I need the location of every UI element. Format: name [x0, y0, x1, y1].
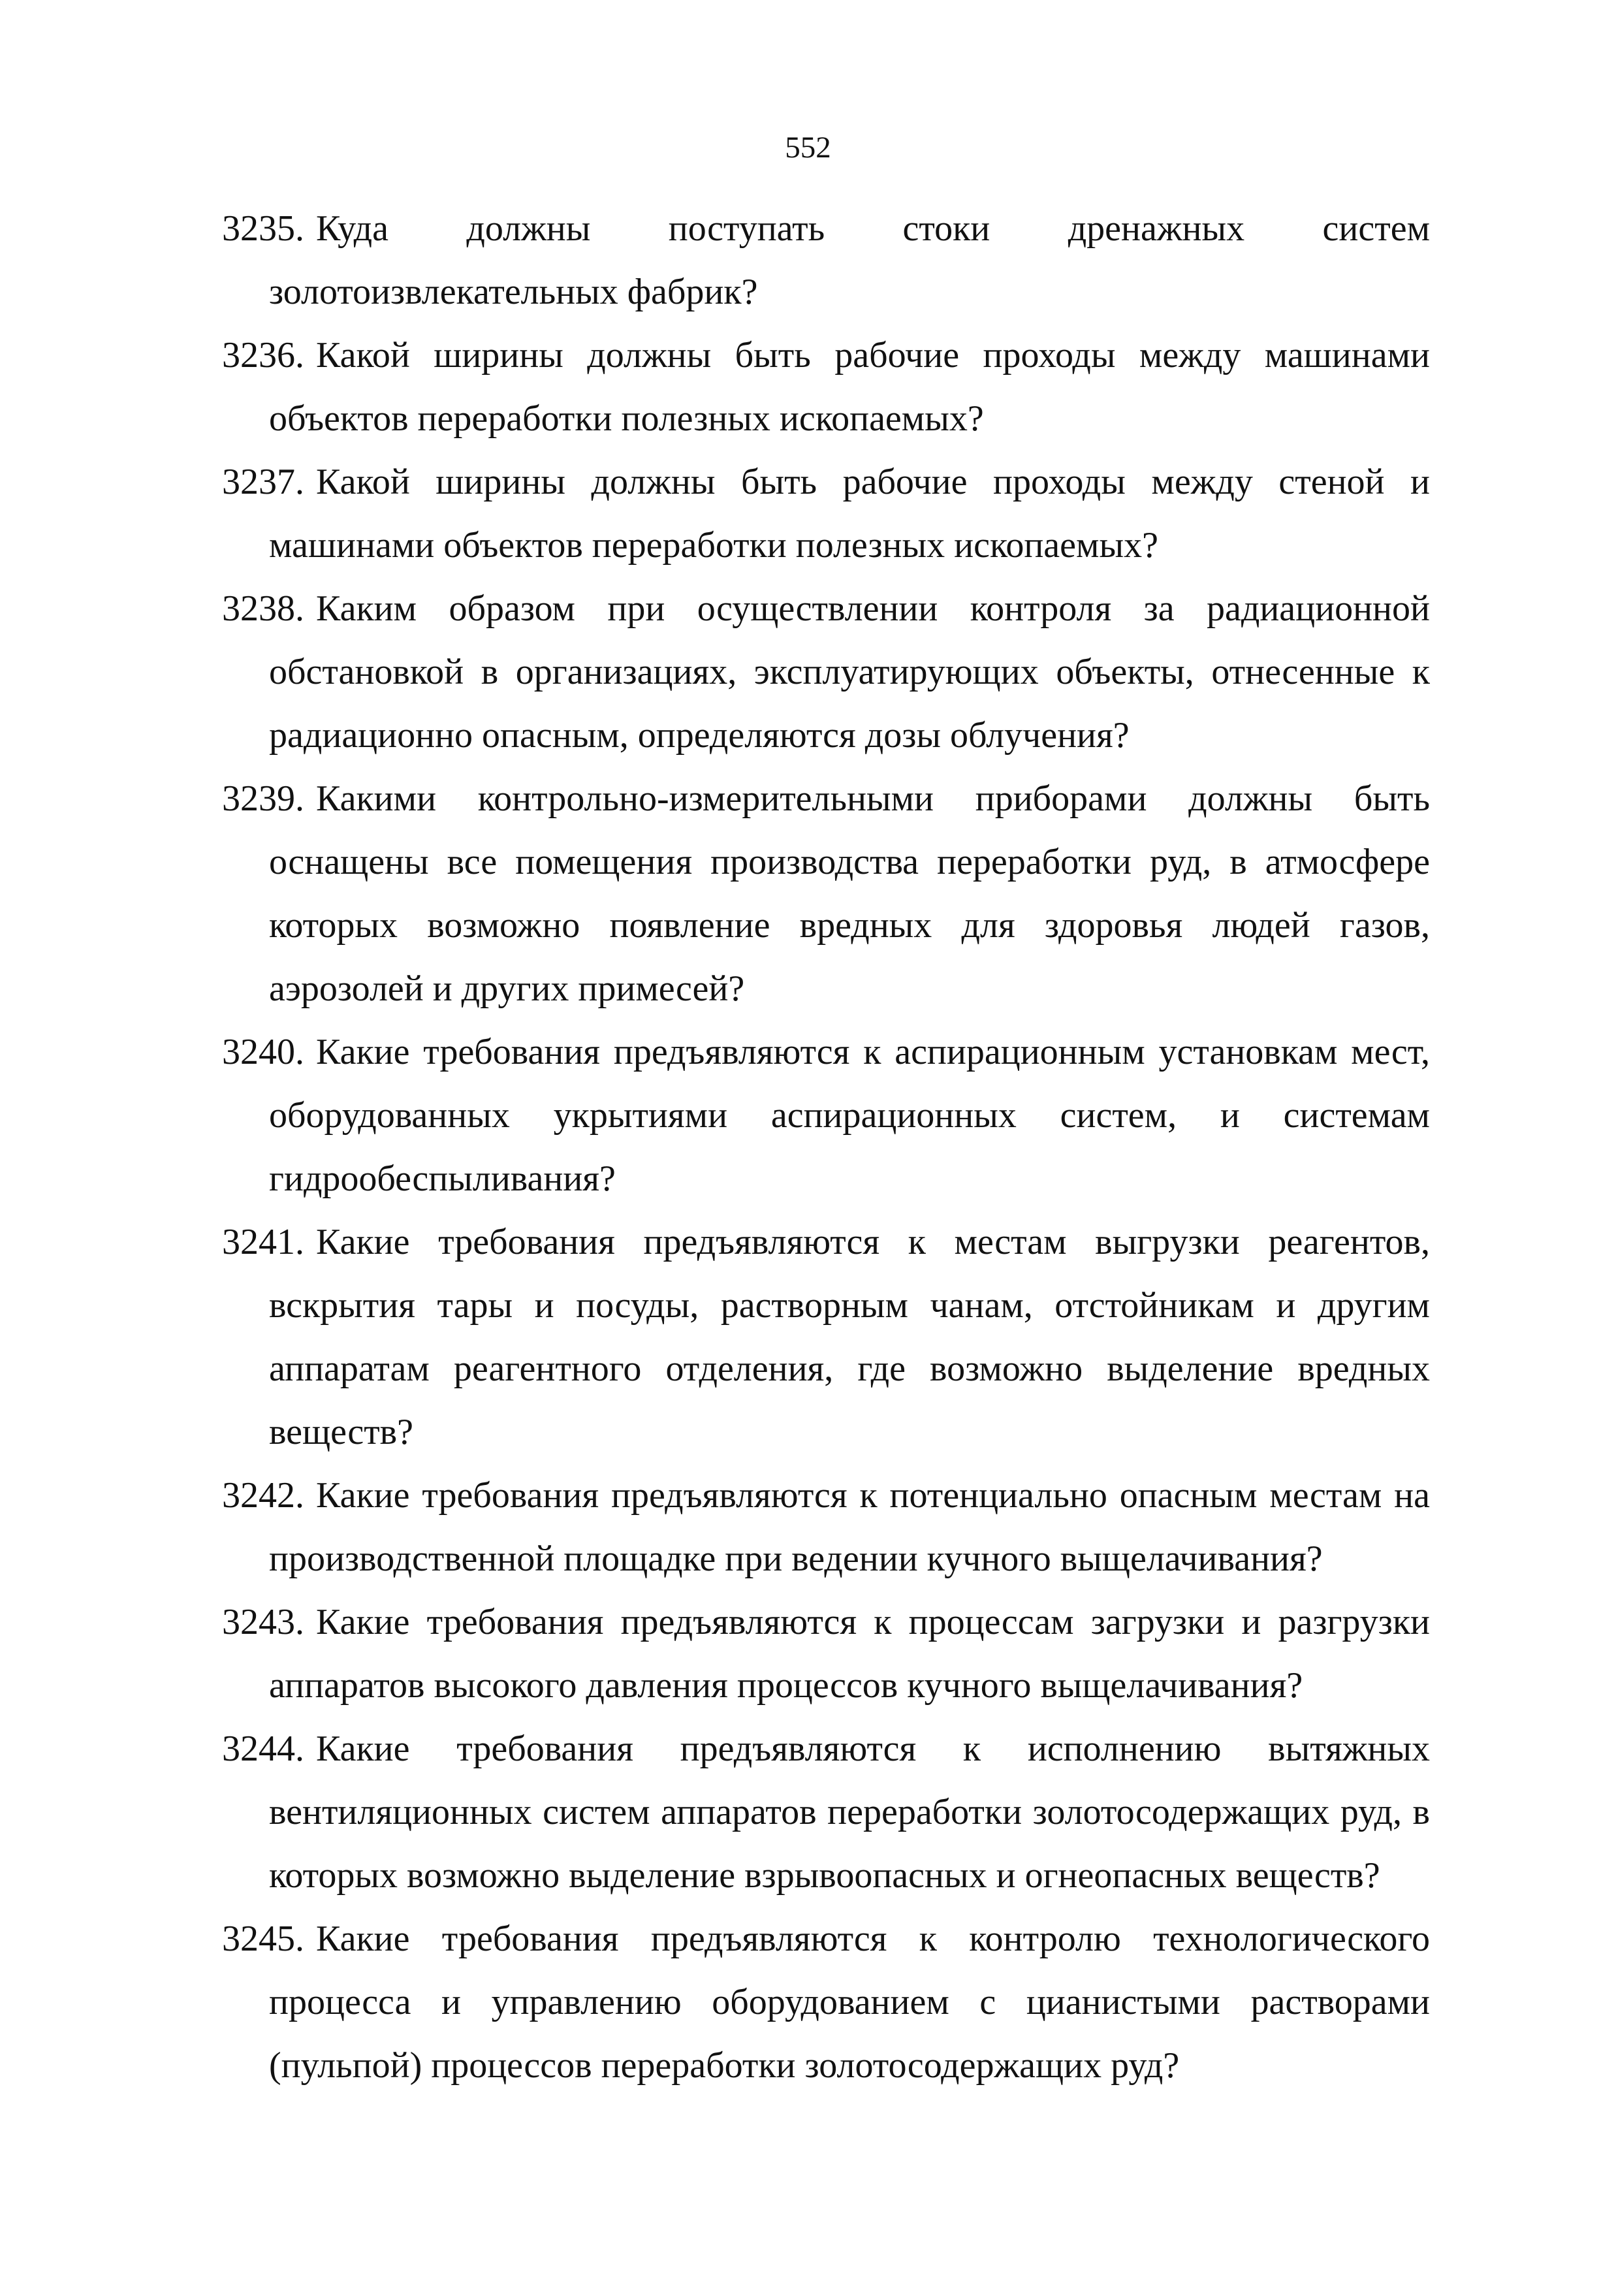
question-item — [222, 324, 1430, 451]
question-number: 3235. — [222, 208, 304, 249]
question-text: Какие требования предъявляются к местам выгрузки реагентов, вскрытия тары и посуды, растворным чанам, отстойникам и другим аппаратам реагентного отделения, где возможно выделение вредных веществ? — [269, 1222, 1430, 1452]
question-item — [222, 577, 1430, 767]
question-text: Куда должны поступать стоки дренажных систем золотоизвлекательных фабрик? — [269, 208, 1430, 312]
question-item — [222, 1464, 1430, 1591]
question-item — [222, 1717, 1430, 1907]
question-number: 3242. — [222, 1475, 304, 1516]
question-number: 3237. — [222, 462, 304, 502]
page-number: 552 — [785, 131, 831, 165]
question-text: Какие требования предъявляются к потенциально опасным местам на производственной площадке при ведении кучного выщелачивания? — [269, 1475, 1430, 1579]
question-text: Какие требования предъявляются к контролю технологического процесса и управлению оборудованием с цианистыми растворами (пульпой) процессов переработки золотосодержащих руд? — [269, 1919, 1430, 2086]
question-text: Какие требования предъявляются к исполнению вытяжных вентиляционных систем аппаратов переработки золотосодержащих руд, в которых возможно выделение взрывоопасных и огнеопасных веществ? — [269, 1729, 1430, 1896]
question-text: Какой ширины должны быть рабочие проходы между стеной и машинами объектов переработки полезных ископаемых? — [269, 462, 1430, 566]
question-number: 3241. — [222, 1222, 304, 1262]
question-number: 3236. — [222, 335, 304, 375]
question-item — [222, 1907, 1430, 2097]
question-text: Каким образом при осуществлении контроля за радиационной обстановкой в организациях, эксплуатирующих объекты, отнесенные к радиационно опасным, определяются дозы облучения? — [269, 588, 1430, 756]
question-item — [222, 1591, 1430, 1717]
question-number: 3243. — [222, 1602, 304, 1642]
question-text: Какие требования предъявляются к процессам загрузки и разгрузки аппаратов высокого давления процессов кучного выщелачивания? — [269, 1602, 1430, 1706]
question-number: 3245. — [222, 1919, 304, 1959]
question-item — [222, 1021, 1430, 1211]
question-text: Какими контрольно-измерительными приборами должны быть оснащены все помещения производства переработки руд, в атмосфере которых возможно появление вредных для здоровья людей газов, аэрозолей и других примесей? — [269, 778, 1430, 1009]
question-item — [222, 1211, 1430, 1464]
question-number: 3238. — [222, 588, 304, 629]
question-text: Какой ширины должны быть рабочие проходы между машинами объектов переработки полезных ископаемых? — [269, 335, 1430, 439]
question-item — [222, 451, 1430, 577]
question-number: 3240. — [222, 1032, 304, 1072]
question-item — [222, 767, 1430, 1021]
question-text: Какие требования предъявляются к аспирационным установкам мест, оборудованных укрытиями аспирационных систем, и системам гидрообеспыливания? — [269, 1032, 1430, 1199]
question-item — [222, 197, 1430, 324]
question-number: 3239. — [222, 778, 304, 819]
question-number: 3244. — [222, 1729, 304, 1769]
question-list — [222, 197, 1430, 2097]
